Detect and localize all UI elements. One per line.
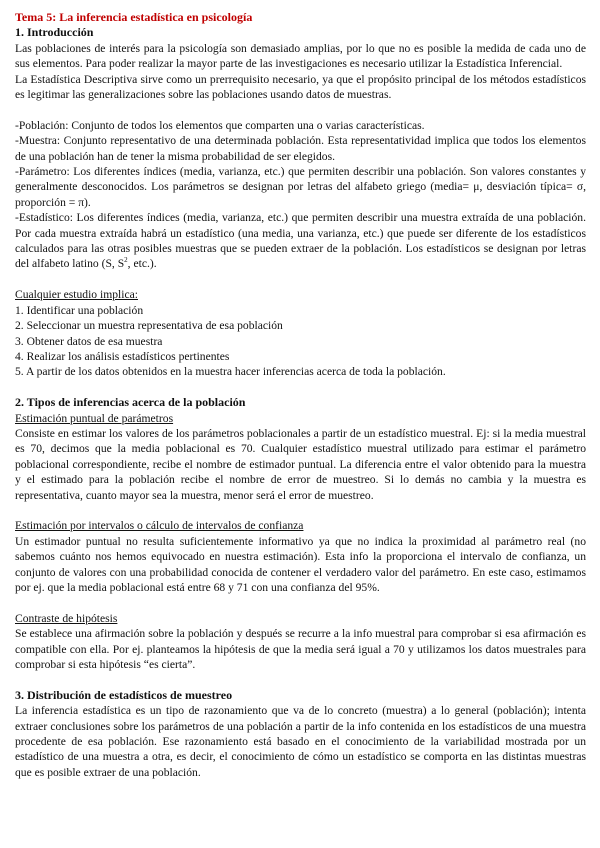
contraste-paragraph: Se establece una afirmación sobre la población y después se recurre a la info muestral para comprobar si esa afirmación es compatible con ella. Por ej. planteamos la hipótesis de que la media será igual a 70 y utilizamos los datos muestrales para comprobar si esta hipótesis “es cierta”. <box>15 627 586 671</box>
list-item: 2. Seleccionar un muestra representativa de esa población <box>15 319 283 333</box>
intervalos-paragraph: Un estimador puntual no resulta suficientemente informativo ya que no indica la proximidad al parámetro real (no sabemos cuánto nos hemos equivocado en nuestra estimación). Esta info la proporciona el intervalo de confianza, un conjunto de valores con una probabilidad conocida de contener el verdadero valor del parámetro. En este caso, estimamos por ej. que la media poblacional está entre 68 y 71 con una confianza del 95%. <box>15 534 586 594</box>
section-1-heading: 1. Introducción <box>15 25 94 40</box>
superscript-two: 2 <box>124 256 128 265</box>
estimacion-puntual-paragraph: Consiste en estimar los valores de los parámetros poblacionales a partir de un estadístico muestral. Ej: si la media muestral es 70, decimos que la media poblacional es 70. Cualquier estadístico muestral utilizado para estimar el parámetro poblacional correspondiente, recibe el nombre de estimador puntual. La diferencia entre el valor obtenido para la muestra y el estimado para la población recibe el nombre de error de muestreo. Si lo demás no cambia y la muestra es representativa, cuanto mayor sea la muestra, menor será el error de muestreo. <box>15 426 586 502</box>
list-item: 5. A partir de los datos obtenidos en la muestra hacer inferencias acerca de toda la población. <box>15 365 446 379</box>
section-3-heading: 3. Distribución de estadísticos de muestreo <box>15 687 233 702</box>
document-title: Tema 5: La inferencia estadística en psicología <box>15 10 253 24</box>
subheading-contraste: Contraste de hipótesis <box>15 611 118 625</box>
study-list-title: Cualquier estudio implica: <box>15 288 138 302</box>
subheading-intervalos: Estimación por intervalos o cálculo de intervalos de confianza <box>15 519 304 533</box>
definition-poblacion: -Población: Conjunto de todos los elementos que comparten una o varias características. <box>15 118 425 132</box>
definition-estadistico <box>15 210 586 272</box>
list-item: 4. Realizar los análisis estadísticos pertinentes <box>15 349 230 363</box>
list-item: 1. Identificar una población <box>15 303 144 317</box>
definition-estadistico-end: , etc.). <box>127 257 157 271</box>
definition-parametro: -Parámetro: Los diferentes índices (media, varianza, etc.) que permiten describir una población. Son valores constantes y generalmente desconocidos. Los parámetros se designan por letras del alfabeto griego (media= μ, desviación típica= σ, proporción = π). <box>15 165 586 209</box>
section-2-heading: 2. Tipos de inferencias acerca de la población <box>15 395 246 410</box>
subheading-estimacion-puntual: Estimación puntual de parámetros <box>15 411 174 425</box>
intro-paragraph-2: La Estadística Descriptiva sirve como un prerrequisito necesario, ya que el propósito principal de los métodos estadísticos es legitimar las generalizaciones sobre las poblaciones usando datos de muestras. <box>15 72 586 102</box>
study-steps-list <box>15 303 586 380</box>
list-item: 3. Obtener datos de esa muestra <box>15 334 163 348</box>
definition-estadistico-text: -Estadístico: Los diferentes índices (media, varianza, etc.) que permiten describir una muestra extraída de una población. Por cada muestra extraída habrá un estadístico (una media, una varianza, etc.) que puede ser diferente de los estadísticos calculados para las otras posibles muestras que se pueden extraer de la población. Los estadísticos se designan por letras del alfabeto latino (S, S <box>15 211 586 271</box>
intro-paragraph-1: Las poblaciones de interés para la psicología son demasiado amplias, por lo que no es posible la medida de cada uno de sus elementos. Para poder realizar la mayor parte de las investigaciones es necesario utilizar la Estadística Inferencial. <box>15 41 586 71</box>
distribucion-paragraph: La inferencia estadística es un tipo de razonamiento que va de lo concreto (muestra) a lo general (población); intenta extraer conclusiones sobre los parámetros de una población a partir de la info contenida en los estadísticos de una muestra procedente de esa población. Ese razonamiento está basado en el conocimiento de la variabilidad mostrada por un estadístico de una muestra a otra, es decir, el conocimiento de cómo un estadístico se comporta en las distintas muestras que es posible extraer de una población. <box>15 704 586 779</box>
definition-muestra: -Muestra: Conjunto representativo de una determinada población. Esta representatividad implica que todos los elementos de una población han de tener la misma probabilidad de ser elegidos. <box>15 134 586 163</box>
